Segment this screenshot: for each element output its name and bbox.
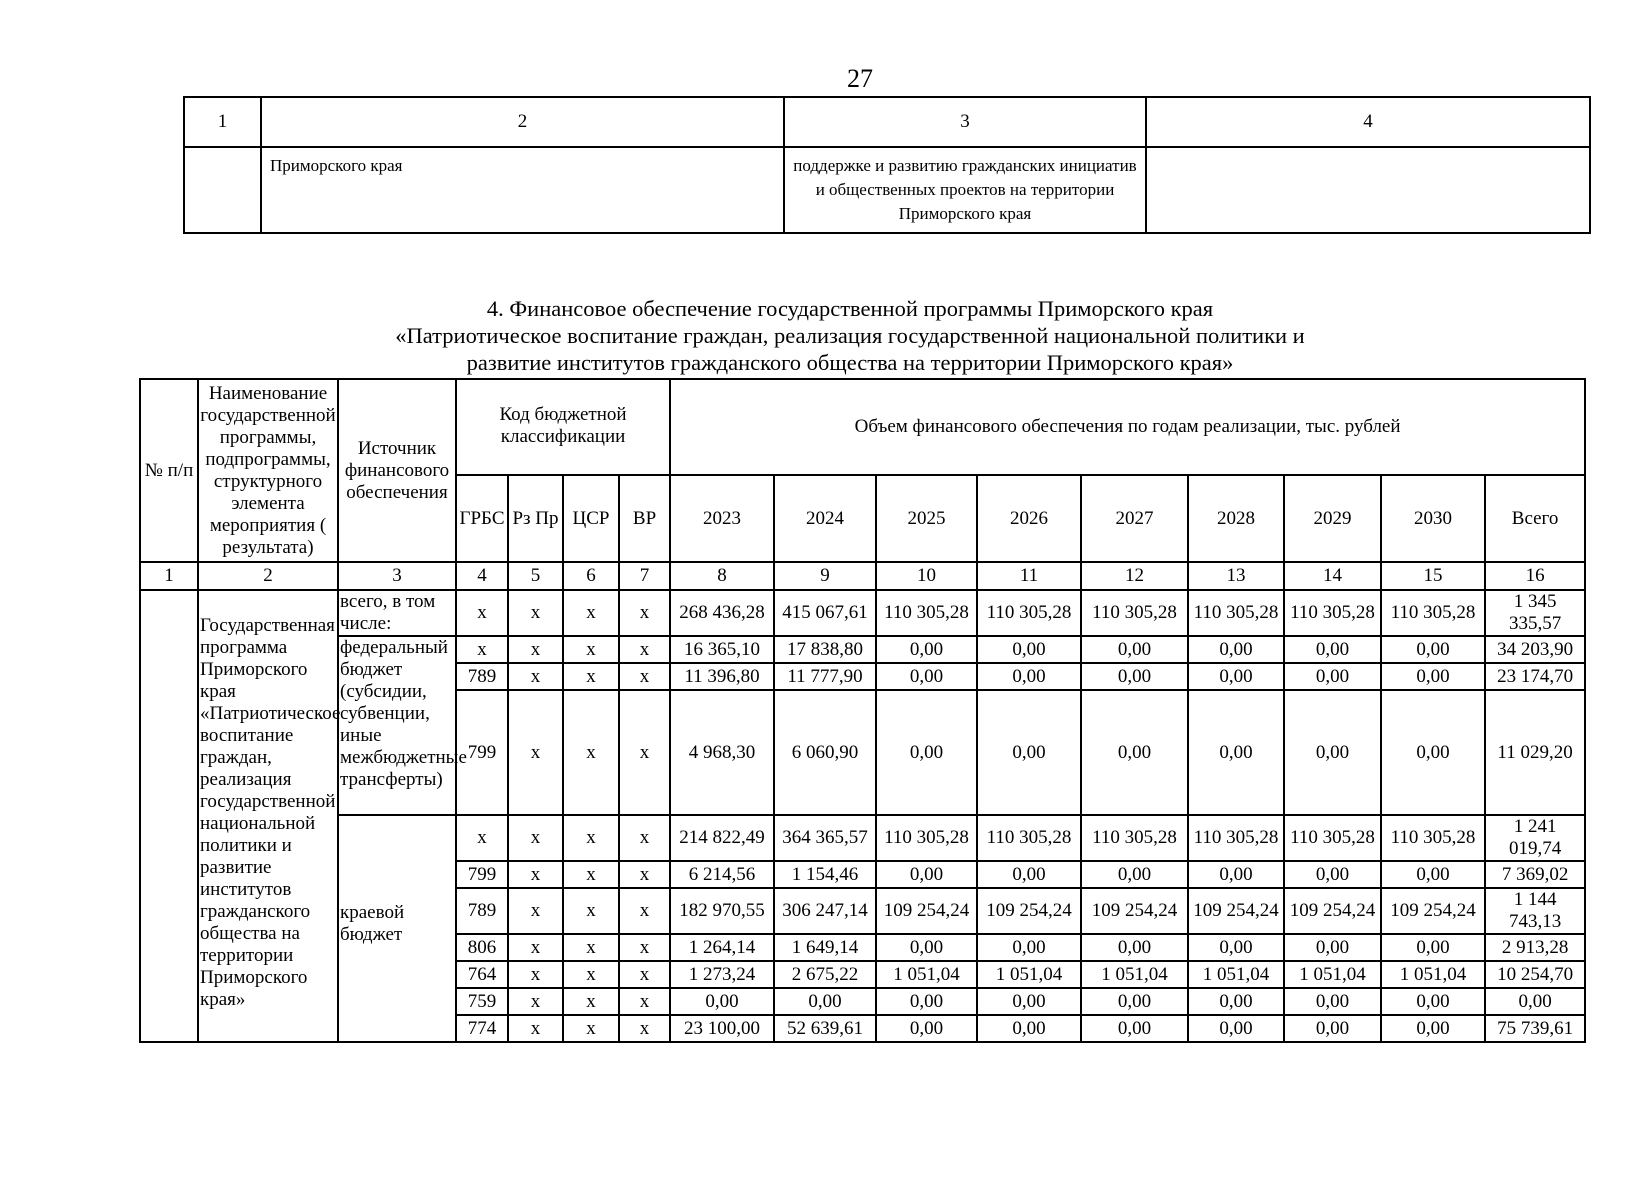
column-number: 15 xyxy=(1381,562,1485,590)
vr-cell: x xyxy=(619,888,670,934)
total-value-cell: 7 369,02 xyxy=(1485,861,1585,888)
column-number: 8 xyxy=(670,562,774,590)
column-number: 4 xyxy=(456,562,508,590)
continuation-header-row xyxy=(184,97,1590,147)
csr-cell: x xyxy=(563,961,619,988)
source-federal-cell: федеральный бюджет (субсидии, субвенции, иные межбюджетные трансферты) xyxy=(338,636,456,815)
year-value-cell: 16 365,10 xyxy=(670,636,774,663)
year-value-cell: 0,00 xyxy=(1081,934,1188,961)
year-value-cell: 364 365,57 xyxy=(774,815,876,861)
year-value-cell: 0,00 xyxy=(1081,861,1188,888)
csr-cell: x xyxy=(563,1015,619,1042)
year-value-cell: 0,00 xyxy=(1081,1015,1188,1042)
year-value-cell: 0,00 xyxy=(1081,690,1188,815)
header-year: 2025 xyxy=(876,475,977,562)
year-value-cell: 110 305,28 xyxy=(1284,590,1381,636)
source-regional-cell: краевой бюджет xyxy=(338,815,456,1042)
csr-cell: x xyxy=(563,988,619,1015)
csr-cell: x xyxy=(563,888,619,934)
row-number-cell xyxy=(140,590,198,1042)
year-value-cell: 0,00 xyxy=(1081,663,1188,690)
year-value-cell: 0,00 xyxy=(977,988,1081,1015)
grbs-cell: 774 xyxy=(456,1015,508,1042)
year-value-cell: 6 214,56 xyxy=(670,861,774,888)
header-row xyxy=(140,379,1585,475)
year-value-cell: 0,00 xyxy=(876,636,977,663)
header-year: 2028 xyxy=(1188,475,1284,562)
total-value-cell: 23 174,70 xyxy=(1485,663,1585,690)
grbs-cell: 789 xyxy=(456,663,508,690)
year-value-cell: 0,00 xyxy=(1188,663,1284,690)
rzpr-cell: x xyxy=(508,934,563,961)
year-value-cell: 23 100,00 xyxy=(670,1015,774,1042)
year-value-cell: 4 968,30 xyxy=(670,690,774,815)
vr-cell: x xyxy=(619,861,670,888)
year-value-cell: 0,00 xyxy=(876,1015,977,1042)
year-value-cell: 1 649,14 xyxy=(774,934,876,961)
section-title-line: «Патриотическое воспитание граждан, реализация государственной национальной политики и xyxy=(395,323,1305,348)
grbs-cell: 806 xyxy=(456,934,508,961)
column-number: 16 xyxy=(1485,562,1585,590)
year-value-cell: 110 305,28 xyxy=(1081,815,1188,861)
year-value-cell: 110 305,28 xyxy=(977,590,1081,636)
csr-cell: x xyxy=(563,663,619,690)
continuation-cell-name: Приморского края xyxy=(261,147,784,233)
year-value-cell: 0,00 xyxy=(876,690,977,815)
vr-cell: x xyxy=(619,815,670,861)
year-value-cell: 11 396,80 xyxy=(670,663,774,690)
year-value-cell: 0,00 xyxy=(1284,663,1381,690)
rzpr-cell: x xyxy=(508,815,563,861)
header-vr: ВР xyxy=(619,475,670,562)
year-value-cell: 0,00 xyxy=(1284,1015,1381,1042)
year-value-cell: 0,00 xyxy=(977,861,1081,888)
year-value-cell: 1 051,04 xyxy=(977,961,1081,988)
header-year: 2026 xyxy=(977,475,1081,562)
total-value-cell: 2 913,28 xyxy=(1485,934,1585,961)
continuation-cell-empty xyxy=(1146,147,1590,233)
header-rzpr: Рз Пр xyxy=(508,475,563,562)
year-value-cell: 0,00 xyxy=(876,861,977,888)
header-name: Наименование государственной программы, подпрограммы, структурного элемента мероприятия ( результата) xyxy=(198,379,338,562)
data-row xyxy=(140,815,1585,861)
year-value-cell: 0,00 xyxy=(876,663,977,690)
year-value-cell: 0,00 xyxy=(1188,934,1284,961)
year-value-cell: 110 305,28 xyxy=(1188,815,1284,861)
continuation-col-number: 3 xyxy=(784,97,1146,147)
column-number: 10 xyxy=(876,562,977,590)
year-value-cell: 110 305,28 xyxy=(1284,815,1381,861)
header-year: 2027 xyxy=(1081,475,1188,562)
vr-cell: x xyxy=(619,590,670,636)
year-value-cell: 415 067,61 xyxy=(774,590,876,636)
header-volume: Объем финансового обеспечения по годам реализации, тыс. рублей xyxy=(670,379,1585,475)
year-value-cell: 0,00 xyxy=(1081,636,1188,663)
column-number: 11 xyxy=(977,562,1081,590)
header-source: Источник финансового обеспечения xyxy=(338,379,456,562)
page-number: 27 xyxy=(847,64,873,93)
column-number: 3 xyxy=(338,562,456,590)
rzpr-cell: x xyxy=(508,861,563,888)
section-title xyxy=(300,295,1400,376)
header-year: 2023 xyxy=(670,475,774,562)
grbs-cell: x xyxy=(456,590,508,636)
column-number: 12 xyxy=(1081,562,1188,590)
year-value-cell: 0,00 xyxy=(1188,690,1284,815)
vr-cell: x xyxy=(619,961,670,988)
continuation-col-number: 2 xyxy=(261,97,784,147)
vr-cell: x xyxy=(619,988,670,1015)
year-value-cell: 306 247,14 xyxy=(774,888,876,934)
year-value-cell: 0,00 xyxy=(876,934,977,961)
csr-cell: x xyxy=(563,934,619,961)
year-value-cell: 1 051,04 xyxy=(1381,961,1485,988)
source-total-cell: всего, в том числе: xyxy=(338,590,456,636)
column-number: 9 xyxy=(774,562,876,590)
year-value-cell: 214 822,49 xyxy=(670,815,774,861)
section-title-line: 4. Финансовое обеспечение государственной программы Приморского края xyxy=(486,296,1214,321)
year-value-cell: 0,00 xyxy=(1284,988,1381,1015)
year-value-cell: 1 051,04 xyxy=(1081,961,1188,988)
header-code: Код бюджетной классификации xyxy=(456,379,670,475)
rzpr-cell: x xyxy=(508,690,563,815)
year-value-cell: 17 838,80 xyxy=(774,636,876,663)
total-value-cell: 1 144 743,13 xyxy=(1485,888,1585,934)
total-value-cell: 10 254,70 xyxy=(1485,961,1585,988)
year-value-cell: 109 254,24 xyxy=(1081,888,1188,934)
year-value-cell: 1 264,14 xyxy=(670,934,774,961)
continuation-cell-empty xyxy=(184,147,261,233)
year-value-cell: 0,00 xyxy=(876,988,977,1015)
header-year: 2030 xyxy=(1381,475,1485,562)
year-value-cell: 109 254,24 xyxy=(876,888,977,934)
grbs-cell: x xyxy=(456,815,508,861)
column-number-row xyxy=(140,562,1585,590)
year-value-cell: 109 254,24 xyxy=(1284,888,1381,934)
total-value-cell: 34 203,90 xyxy=(1485,636,1585,663)
year-value-cell: 109 254,24 xyxy=(977,888,1081,934)
year-value-cell: 0,00 xyxy=(774,988,876,1015)
year-value-cell: 0,00 xyxy=(1188,988,1284,1015)
column-number: 1 xyxy=(140,562,198,590)
rzpr-cell: x xyxy=(508,663,563,690)
header-total: Всего xyxy=(1485,475,1585,562)
year-value-cell: 0,00 xyxy=(977,636,1081,663)
section-title-line: развитие институтов гражданского общества на территории Приморского края» xyxy=(466,350,1234,375)
total-value-cell: 1 241 019,74 xyxy=(1485,815,1585,861)
year-value-cell: 1 051,04 xyxy=(1188,961,1284,988)
year-value-cell: 6 060,90 xyxy=(774,690,876,815)
year-value-cell: 110 305,28 xyxy=(876,815,977,861)
total-value-cell: 1 345 335,57 xyxy=(1485,590,1585,636)
year-value-cell: 182 970,55 xyxy=(670,888,774,934)
year-value-cell: 110 305,28 xyxy=(1381,815,1485,861)
column-number: 6 xyxy=(563,562,619,590)
grbs-cell: 759 xyxy=(456,988,508,1015)
year-value-cell: 0,00 xyxy=(1188,1015,1284,1042)
continuation-data-row xyxy=(184,147,1590,233)
year-value-cell: 0,00 xyxy=(1381,663,1485,690)
year-value-cell: 0,00 xyxy=(1381,690,1485,815)
year-value-cell: 1 051,04 xyxy=(1284,961,1381,988)
data-row xyxy=(140,636,1585,663)
grbs-cell: x xyxy=(456,636,508,663)
vr-cell: x xyxy=(619,690,670,815)
year-value-cell: 110 305,28 xyxy=(1381,590,1485,636)
year-value-cell: 1 154,46 xyxy=(774,861,876,888)
year-value-cell: 0,00 xyxy=(1381,1015,1485,1042)
year-value-cell: 0,00 xyxy=(1284,636,1381,663)
rzpr-cell: x xyxy=(508,636,563,663)
csr-cell: x xyxy=(563,590,619,636)
year-value-cell: 268 436,28 xyxy=(670,590,774,636)
vr-cell: x xyxy=(619,636,670,663)
vr-cell: x xyxy=(619,1015,670,1042)
total-value-cell: 75 739,61 xyxy=(1485,1015,1585,1042)
year-value-cell: 0,00 xyxy=(977,663,1081,690)
grbs-cell: 799 xyxy=(456,861,508,888)
header-year: 2024 xyxy=(774,475,876,562)
year-value-cell: 110 305,28 xyxy=(876,590,977,636)
header-year: 2029 xyxy=(1284,475,1381,562)
csr-cell: x xyxy=(563,815,619,861)
year-value-cell: 109 254,24 xyxy=(1188,888,1284,934)
year-value-cell: 0,00 xyxy=(1284,934,1381,961)
year-value-cell: 110 305,28 xyxy=(1188,590,1284,636)
year-value-cell: 0,00 xyxy=(1188,636,1284,663)
year-value-cell: 0,00 xyxy=(977,934,1081,961)
year-value-cell: 0,00 xyxy=(1188,861,1284,888)
grbs-cell: 789 xyxy=(456,888,508,934)
csr-cell: x xyxy=(563,861,619,888)
header-num: № п/п xyxy=(140,379,198,562)
year-value-cell: 0,00 xyxy=(1381,988,1485,1015)
column-number: 5 xyxy=(508,562,563,590)
column-number: 14 xyxy=(1284,562,1381,590)
total-value-cell: 11 029,20 xyxy=(1485,690,1585,815)
rzpr-cell: x xyxy=(508,961,563,988)
year-value-cell: 11 777,90 xyxy=(774,663,876,690)
header-grbs: ГРБС xyxy=(456,475,508,562)
year-value-cell: 0,00 xyxy=(977,690,1081,815)
csr-cell: x xyxy=(563,636,619,663)
year-value-cell: 0,00 xyxy=(1381,861,1485,888)
grbs-cell: 764 xyxy=(456,961,508,988)
vr-cell: x xyxy=(619,663,670,690)
continuation-col-number: 4 xyxy=(1146,97,1590,147)
continuation-col-number: 1 xyxy=(184,97,261,147)
rzpr-cell: x xyxy=(508,988,563,1015)
year-value-cell: 0,00 xyxy=(1381,934,1485,961)
year-value-cell: 109 254,24 xyxy=(1381,888,1485,934)
year-value-cell: 0,00 xyxy=(977,1015,1081,1042)
rzpr-cell: x xyxy=(508,888,563,934)
continuation-table xyxy=(183,96,1591,234)
total-value-cell: 0,00 xyxy=(1485,988,1585,1015)
financing-table xyxy=(139,378,1586,1043)
rzpr-cell: x xyxy=(508,1015,563,1042)
column-number: 2 xyxy=(198,562,338,590)
year-value-cell: 0,00 xyxy=(670,988,774,1015)
column-number: 13 xyxy=(1188,562,1284,590)
grbs-cell: 799 xyxy=(456,690,508,815)
year-value-cell: 1 273,24 xyxy=(670,961,774,988)
year-value-cell: 0,00 xyxy=(1284,861,1381,888)
year-value-cell: 52 639,61 xyxy=(774,1015,876,1042)
year-value-cell: 0,00 xyxy=(1284,690,1381,815)
column-number: 7 xyxy=(619,562,670,590)
rzpr-cell: x xyxy=(508,590,563,636)
year-value-cell: 110 305,28 xyxy=(977,815,1081,861)
csr-cell: x xyxy=(563,690,619,815)
continuation-cell-result: поддержке и развитию гражданских инициатив и общественных проектов на территории Приморского края xyxy=(784,147,1146,233)
data-row xyxy=(140,590,1585,636)
year-value-cell: 110 305,28 xyxy=(1081,590,1188,636)
vr-cell: x xyxy=(619,934,670,961)
year-value-cell: 1 051,04 xyxy=(876,961,977,988)
program-name-cell: Государственная программа Приморского края «Патриотическое воспитание граждан, реализация государственной национальной политики и развитие институтов гражданского общества на территории Приморского края» xyxy=(198,590,338,1042)
year-value-cell: 0,00 xyxy=(1081,988,1188,1015)
year-value-cell: 0,00 xyxy=(1381,636,1485,663)
header-csr: ЦСР xyxy=(563,475,619,562)
year-value-cell: 2 675,22 xyxy=(774,961,876,988)
